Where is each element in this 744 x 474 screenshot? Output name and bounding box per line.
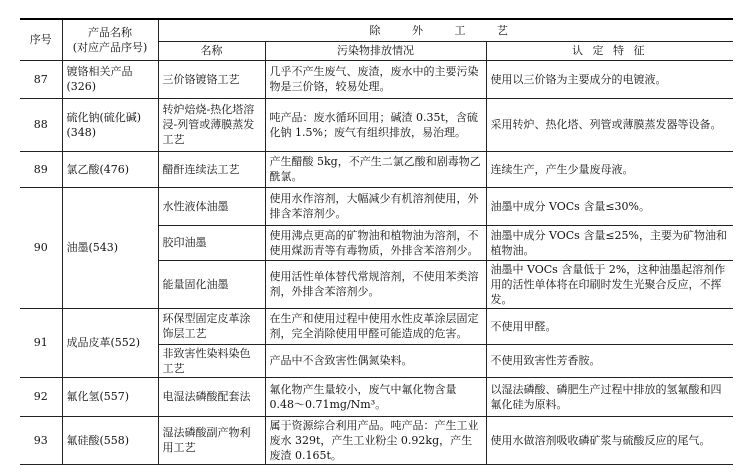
header-feature: 认 定 特 征: [486, 41, 733, 60]
row-process-name: 能量固化油墨: [158, 260, 265, 308]
row-emission: 在生产和使用过程中使用水性皮革涂层固定剂，完全消除使用甲醛可能造成的危害。: [265, 308, 486, 344]
row-product: 油墨(543): [62, 187, 158, 308]
row-process-name: 转炉焙烧-热化塔溶浸-列管或薄膜蒸发工艺: [158, 98, 265, 151]
table-row: [20, 60, 733, 98]
row-process-name: 非致害性染料染色工艺: [158, 344, 265, 377]
process-table-sheet: [20, 18, 733, 472]
row-emission: 氟化物产生量较小，废气中氟化物含量 0.48～0.71mg/Nm³。: [265, 377, 486, 416]
row-feature: 以湿法磷酸、磷肥生产过程中排放的氢氟酸和四氟化硅为原料。: [486, 377, 733, 416]
row-emission: 使用沸点更高的矿物油和植物油为溶剂，不使用煤沥青等有毒物质，外排含苯溶剂少。: [265, 225, 486, 260]
row-emission: 使用水作溶剂，大幅减少有机溶剂使用，外排含苯溶剂少。: [265, 187, 486, 225]
row-product: 硫化钠(硫化碱)(348): [62, 98, 158, 151]
table-row: [20, 377, 733, 416]
row-feature: 采用转炉、热化塔、列管或薄膜蒸发器等设备。: [486, 98, 733, 151]
row-feature: 不使用致害性芳香胺。: [486, 344, 733, 377]
row-seq: 89: [20, 151, 62, 187]
row-emission: 使用活性单体替代常规溶剂，不使用苯类溶剂，外排含苯溶剂少。: [265, 260, 486, 308]
header-product-no: (对应产品序号): [72, 40, 148, 54]
row-process-name: 环保型固定皮革涂饰层工艺: [158, 308, 265, 344]
row-process-name: 醋酐连续法工艺: [158, 151, 265, 187]
row-product: 氯乙酸(476): [62, 151, 158, 187]
row-seq: 90: [20, 187, 62, 308]
header-row-top: [20, 19, 733, 41]
row-feature: 使用水做溶剂吸收磷矿浆与硫酸反应的尾气。: [486, 416, 733, 464]
row-emission: 产品中不含致害性偶氮染料。: [265, 344, 486, 377]
row-product: 氟硅酸(558): [62, 416, 158, 464]
row-seq: 88: [20, 98, 62, 151]
row-feature: 油墨中成分 VOCs 含量≤25%，主要为矿物油和植物油。: [486, 225, 733, 260]
table-row: [20, 98, 733, 151]
row-product: 成品皮革(552): [62, 308, 158, 377]
table-row: [20, 151, 733, 187]
row-seq: 87: [20, 60, 62, 98]
header-seq: 序号: [20, 19, 62, 60]
row-emission: 几乎不产生废气、废渣，废水中的主要污染物是三价铬，较易处理。: [265, 60, 486, 98]
row-process-name: 三价铬镀铬工艺: [158, 60, 265, 98]
row-seq: 91: [20, 308, 62, 377]
row-feature: 油墨中成分 VOCs 含量≤30%。: [486, 187, 733, 225]
row-feature: 连续生产，产生少量废母液。: [486, 151, 733, 187]
row-seq: 93: [20, 416, 62, 464]
row-emission: 属于资源综合利用产品。吨产品：产生工业废水 329t，产生工业粉尘 0.92kg，产生废渣 0.165t。: [265, 416, 486, 464]
row-process-name: 电湿法磷酸配套法: [158, 377, 265, 416]
row-process-name: 水性液体油墨: [158, 187, 265, 225]
table-row: [20, 187, 733, 225]
header-excluded-process: 除 外 工 艺: [158, 19, 733, 41]
row-process-name: 湿法磷酸副产物利用工艺: [158, 416, 265, 464]
row-seq: 92: [20, 377, 62, 416]
header-name: 名称: [158, 41, 265, 60]
row-process-name: 胶印油墨: [158, 225, 265, 260]
header-product-name: 产品名称: [88, 25, 132, 39]
row-emission: 产生醋酸 5kg，不产生二氯乙酸和剧毒物乙酰氯。: [265, 151, 486, 187]
row-feature: 使用以三价铬为主要成分的电镀液。: [486, 60, 733, 98]
excluded-process-table: [20, 18, 733, 465]
row-emission: 吨产品：废水循环回用；碱渣 0.35t，含硫化钠 1.5%；废气有组织排放，易治理。: [265, 98, 486, 151]
row-feature: 油墨中 VOCs 含量低于 2%，这种油墨起溶剂作用的活性单体将在印刷时发生光聚合反应，不挥发。: [486, 260, 733, 308]
table-row: [20, 308, 733, 344]
header-emission: 污染物排放情况: [265, 41, 486, 60]
row-product: 镀铬相关产品(326): [62, 60, 158, 98]
row-product: 氟化氢(557): [62, 377, 158, 416]
table-row: [20, 416, 733, 464]
row-feature: 不使用甲醛。: [486, 308, 733, 344]
header-product: [62, 19, 158, 60]
